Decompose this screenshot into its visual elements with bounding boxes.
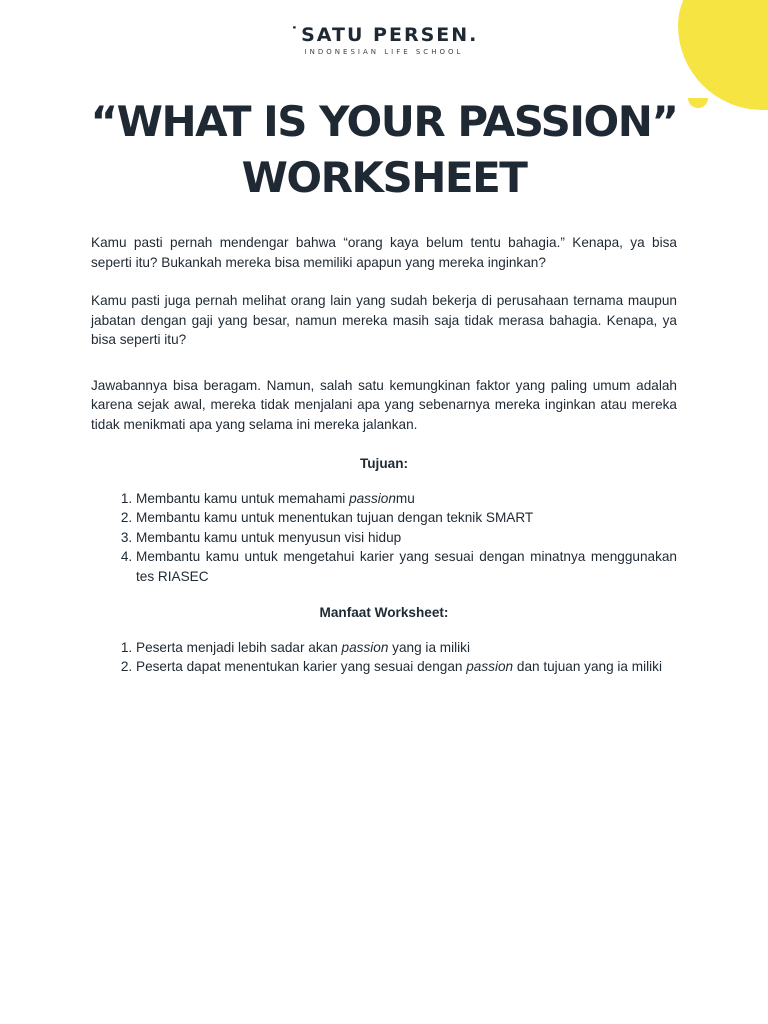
- intro-paragraph-2: Kamu pasti juga pernah melihat orang lain yang sudah bekerja di perusahaan ternama maupun jabatan dengan gaji yang besar, namun mereka masih saja tidak merasa bahagia. Kenapa, ya bisa seperti itu?: [91, 293, 677, 347]
- list-item-text: Membantu kamu untuk menyusun visi hidup: [136, 529, 402, 545]
- list-item-text: Membantu kamu untuk mengetahui karier yang sesuai dengan minatnya menggunakan tes RIASEC: [136, 549, 677, 584]
- list-item: [136, 638, 677, 658]
- tujuan-list: [91, 489, 677, 587]
- list-item: [136, 489, 677, 509]
- list-item-text: Peserta dapat menentukan karier yang sesuai dengan: [136, 659, 467, 674]
- list-item-text: Membantu kamu untuk memahami: [136, 490, 350, 506]
- manfaat-heading: Manfaat Worksheet:: [319, 605, 449, 620]
- intro-paragraph-3: Jawabannya bisa beragam. Namun, salah satu kemungkinan faktor yang paling umum adalah karena sejak awal, mereka tidak menjalani apa yang sebenarnya mereka inginkan atau mereka tidak menikmati apa yang selama ini mereka jalankan.: [91, 377, 677, 432]
- list-item: [136, 528, 677, 548]
- brand-logo: [0, 24, 768, 56]
- intro-paragraph-1: Kamu pasti pernah mendengar bahwa “orang kaya belum tentu bahagia.” Kenapa, ya bisa seperti itu? Bukankah mereka bisa memiliki apapun yang mereka inginkan?: [91, 235, 677, 270]
- list-item: [136, 508, 677, 528]
- title-line-1: “WHAT IS YOUR PASSION”: [90, 97, 678, 146]
- logo-tagline: INDONESIAN LIFE SCHOOL: [304, 48, 464, 56]
- list-item-text-end: dan tujuan yang ia miliki: [513, 659, 662, 674]
- tujuan-heading: Tujuan:: [359, 456, 409, 471]
- list-item: [136, 657, 677, 677]
- manfaat-list: [91, 638, 677, 677]
- list-item: [136, 547, 677, 586]
- worksheet-content: [91, 233, 677, 677]
- list-item-text: Peserta menjadi lebih sadar akan: [136, 639, 342, 655]
- title-line-2: WORKSHEET: [241, 153, 527, 202]
- list-item-italic: passion: [341, 639, 389, 655]
- page-title: [0, 94, 768, 206]
- logo-name: ˙SATU PERSEN.: [289, 24, 479, 46]
- list-item-text: Membantu kamu untuk menentukan tujuan dengan teknik SMART: [136, 510, 534, 525]
- list-item-italic: passion: [466, 659, 514, 674]
- list-item-text-end: yang ia miliki: [388, 639, 470, 655]
- list-item-text-end: mu: [395, 490, 415, 506]
- list-item-italic: passion: [349, 490, 396, 506]
